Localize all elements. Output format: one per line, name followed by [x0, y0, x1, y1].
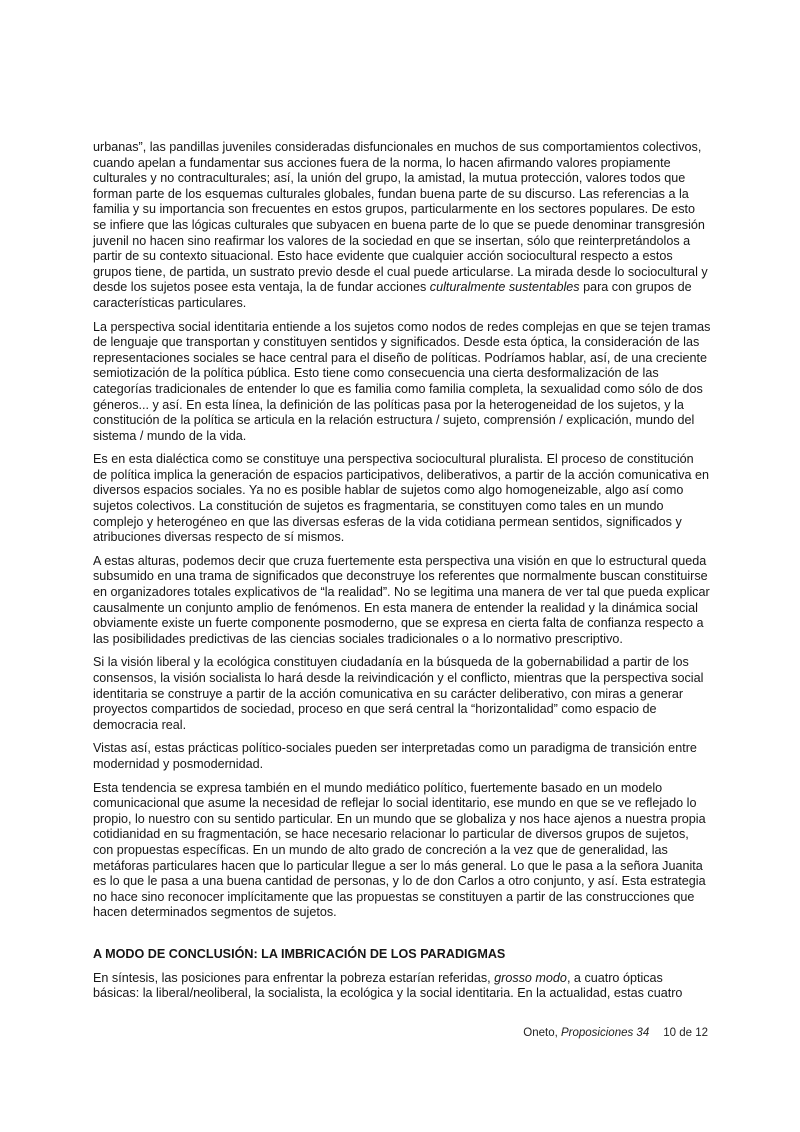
document-body	[93, 140, 711, 1010]
footer-page-number: 10 de 12	[663, 1027, 708, 1039]
closing-paragraph	[93, 971, 711, 1002]
page-footer	[523, 1027, 708, 1039]
paragraph-text: urbanas”, las pandillas juveniles consideradas disfuncionales en muchos de sus comportamientos colectivos, cuando apelan a fundamentar sus acciones fuera de la norma, lo hacen afirmando valores propiamente culturales y no contraculturales; así, la unión del grupo, la amistad, la mutua protección, valores todos que forman parte de los esquemas culturales globales, fundan buena parte de su discurso. Las referencias a la familia y su importancia son frecuentes en estos grupos, particularmente en los sectores populares. De esto se infiere que las lógicas culturales que subyacen en buena parte de lo que se puede denominar transgresión juvenil no hacen sino reafirmar los valores de la sociedad en que se insertan, sólo que reinterpretándolos a partir de su contexto situacional. Esto hace evidente que cualquier acción sociocultural respecto a estos grupos tiene, de partida, un sustrato previo desde el cual puede articularse. La mirada desde lo sociocultural y desde los sujetos posee esta ventaja, la de fundar acciones	[93, 140, 708, 295]
footer-author: Oneto,	[523, 1027, 561, 1039]
body-paragraph	[93, 554, 711, 648]
paragraph-text: , a cuatro ópticas básicas: la liberal/neoliberal, la socialista, la ecológica y la social identitaria. En la actualidad, estas cuatro	[93, 970, 683, 1001]
paragraph-text: para con grupos de características particulares.	[93, 280, 692, 310]
italic-text: culturalmente sustentables	[429, 280, 580, 295]
paragraph-text: En síntesis, las posiciones para enfrentar la pobreza estarían referidas,	[93, 970, 495, 985]
paragraph-text: Vistas así, estas prácticas político-sociales pueden ser interpretadas como un paradigma de transición entre modernidad y posmodernidad.	[93, 741, 697, 771]
paragraph-text: Es en esta dialéctica como se constituye una perspectiva sociocultural pluralista. El proceso de constitución de política implica la generación de espacios participativos, deliberativos, a partir de la acción comunicativa en diversos espacios sociales. Ya no es posible hablar de sujetos como algo homogeneizable, algo así como sujetos colectivos. La constitución de sujetos es fragmentaria, se constituyen como tales en un mundo complejo y heterogéneo en que las diversas esferas de la vida cotidiana permean sentidos, significados y atribuciones diversas respecto de sí mismos.	[93, 452, 710, 545]
body-paragraph	[93, 140, 711, 312]
footer-journal: Proposiciones 34	[561, 1027, 650, 1039]
body-paragraph	[93, 781, 711, 921]
section-heading: A MODO DE CONCLUSIÓN: LA IMBRICACIÓN DE LOS PARADIGMAS	[93, 946, 506, 961]
body-paragraph	[93, 655, 711, 733]
body-paragraph	[93, 320, 711, 445]
paragraph-text: Esta tendencia se expresa también en el mundo mediático político, fuertemente basado en un modelo comunicacional que asume la necesidad de reflejar lo social identitario, ese mundo en que se ve reflejado lo propio, lo nuestro con su sentido particular. En un mundo que se globaliza y nos hace ajenos a nuestra propia cotidianidad en su fragmentación, se hace necesario relacionar lo particular de diversos grupos de sujetos, con propuestas específicas. En un mundo de alto grado de concreción a la vez que de generalidad, las metáforas particulares hacen que lo particular llegue a ser lo más general. Lo que le pasa a la señora Juanita es lo que le pasa a una buena cantidad de personas, y lo de don Carlos a otro conjunto, y así. Esta estrategia no hace sino reconocer implícitamente que las propuestas se constituyen a partir de las construcciones que hacen determinados segmentos de sujetos.	[93, 780, 706, 920]
body-paragraph	[93, 452, 711, 546]
paragraph-list	[93, 140, 711, 921]
paragraph-text: A estas alturas, podemos decir que cruza fuertemente esta perspectiva una visión en que lo estructural queda subsumido en una trama de significados que deconstruye los referentes que normalmente buscan constituirse en organizadores totales explicativos de “la realidad”. No se legitima una manera de ver tal que pueda explicar causalmente un conjunto amplio de fenómenos. En esta manera de entender la realidad y la dinámica social obviamente existe un fuerte componente posmoderno, que se expresa en cierta falta de confianza respecto a las posibilidades predictivas de las ciencias sociales tradicionales o a lo normativo prescriptivo.	[93, 553, 710, 646]
body-paragraph	[93, 741, 711, 772]
italic-text: grosso modo	[494, 970, 567, 985]
paragraph-text: Si la visión liberal y la ecológica constituyen ciudadanía en la búsqueda de la gobernabilidad a partir de los consensos, la visión socialista lo hará desde la reivindicación y el conflicto, mientras que la perspectiva social identitaria se construye a partir de la acción comunicativa en su carácter deliberativo, con miras a generar proyectos compartidos de sociedad, proceso en que será central la “horizontalidad” como espacio de democracia real.	[93, 655, 704, 732]
paragraph-text: La perspectiva social identitaria entiende a los sujetos como nodos de redes complejas en que se tejen tramas de lenguaje que transportan y constituyen sentidos y significados. Desde esta óptica, la consideración de las representaciones sociales se hace central para el diseño de políticas. Podríamos hablar, así, de una creciente semiotización de la política pública. Esto tiene como consecuencia una cierta desformalización de las categorías tradicionales de entender lo que es familia como familia completa, la sexualidad como sólo de dos géneros... y así. En esta línea, la definición de las políticas pasa por la heterogeneidad de los sujetos, y la constitución de la política se articula en la relación estructura / sujeto, comprensión / explicación, mundo del sistema / mundo de la vida.	[93, 319, 711, 443]
